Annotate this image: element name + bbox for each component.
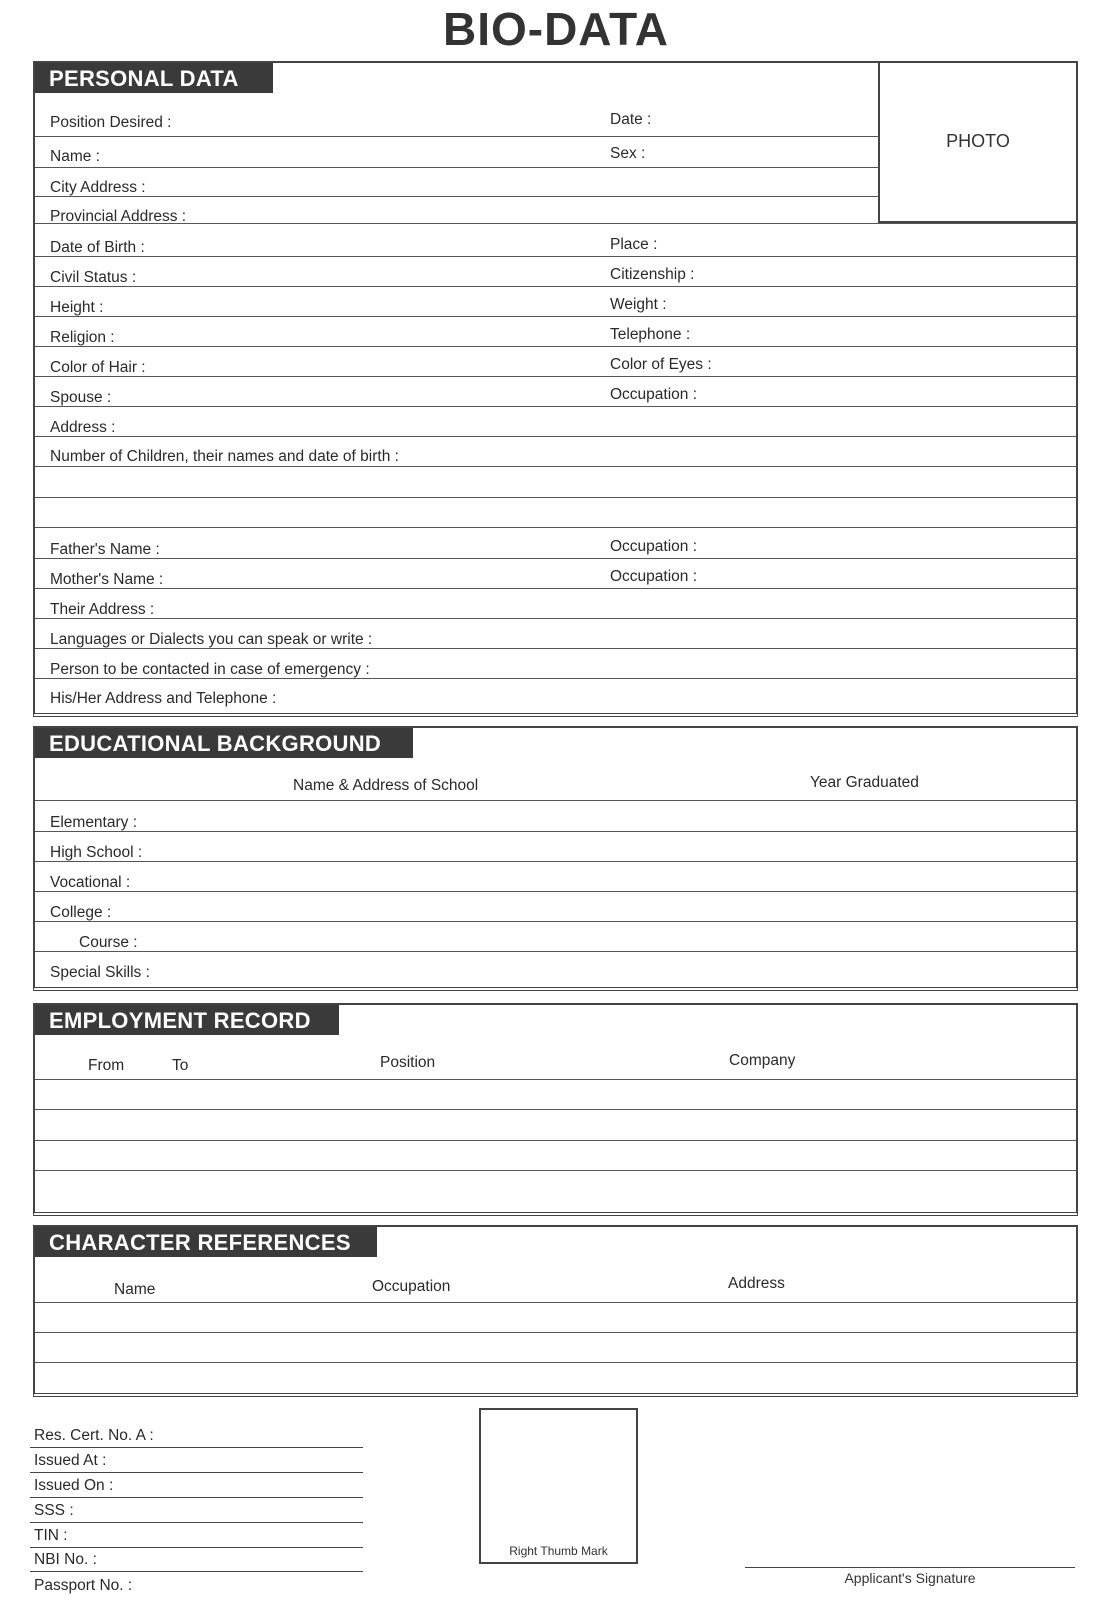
personal-data-heading: PERSONAL DATA [35,63,273,93]
row-line [35,346,1076,347]
emergency-address-label: His/Her Address and Telephone : [50,690,277,707]
signature-line[interactable] [745,1567,1075,1568]
tin-label: TIN : [34,1527,68,1544]
row-line [35,406,1076,407]
row-line [35,136,879,137]
company-column-header: Company [729,1052,796,1069]
color-of-hair-label: Color of Hair : [50,359,146,376]
thumb-mark-box[interactable] [479,1408,638,1564]
footer-line [30,1497,363,1498]
year-column-header: Year Graduated [810,774,919,791]
row-line [35,1140,1076,1141]
mothers-name-label: Mother's Name : [50,571,164,588]
civil-status-label: Civil Status : [50,269,137,286]
row-line [35,286,1076,287]
mother-occupation-label: Occupation : [610,568,698,585]
row-line [35,1362,1076,1363]
row-line [35,678,1076,679]
elementary-label: Elementary : [50,814,138,831]
citizenship-label: Citizenship : [610,266,695,283]
row-line [35,196,879,197]
footer-line [30,1447,363,1448]
sss-label: SSS : [34,1502,74,1519]
nbi-label: NBI No. : [34,1551,97,1568]
high-school-label: High School : [50,844,143,861]
spouse-label: Spouse : [50,389,112,406]
references-section [33,1225,1078,1397]
weight-label: Weight : [610,296,667,313]
vocational-label: Vocational : [50,874,131,891]
name-column-header: Name [114,1281,156,1298]
place-label: Place : [610,236,658,253]
fathers-name-label: Father's Name : [50,541,160,558]
telephone-label: Telephone : [610,326,691,343]
form-title: BIO-DATA [442,3,670,55]
school-column-header: Name & Address of School [293,777,479,794]
education-heading: EDUCATIONAL BACKGROUND [35,728,413,758]
row-line [35,800,1076,801]
row-line [35,1302,1076,1303]
row-line [35,256,1076,257]
row-line [35,466,1076,467]
issued-at-label: Issued At : [34,1452,107,1469]
occupation-column-header: Occupation [372,1278,451,1295]
row-line [35,618,1076,619]
row-line [35,648,1076,649]
issued-on-label: Issued On : [34,1477,114,1494]
row-line [35,1079,1076,1080]
provincial-address-label: Provincial Address : [50,208,187,225]
thumb-mark-label: Right Thumb Mark [509,1544,608,1558]
row-line [35,1109,1076,1110]
children-label: Number of Children, their names and date of birth : [50,448,399,465]
footer-line [30,1571,363,1572]
footer-line [30,1547,363,1548]
special-skills-label: Special Skills : [50,964,150,981]
row-line [35,376,1076,377]
city-address-label: City Address : [50,179,146,196]
date-of-birth-label: Date of Birth : [50,239,145,256]
father-occupation-label: Occupation : [610,538,698,555]
row-line [35,527,1076,528]
row-line [35,921,1076,922]
address-column-header: Address [728,1275,785,1292]
photo-box[interactable] [878,63,1076,223]
course-label: Course : [79,934,138,951]
row-line [35,861,1076,862]
from-column-header: From [88,1057,125,1074]
row-line [35,167,879,168]
color-of-eyes-label: Color of Eyes : [610,356,712,373]
row-line [35,1332,1076,1333]
photo-label: PHOTO [946,131,1010,151]
their-address-label: Their Address : [50,601,155,618]
education-section [33,726,1078,991]
row-line [35,588,1076,589]
position-desired-label: Position Desired : [50,114,172,131]
spouse-occupation-label: Occupation : [610,386,698,403]
res-cert-label: Res. Cert. No. A : [34,1427,154,1444]
name-label: Name : [50,148,100,165]
address-label: Address : [50,419,116,436]
footer-line [30,1472,363,1473]
footer-line [30,1522,363,1523]
row-line [35,1170,1076,1171]
row-line [35,497,1076,498]
references-heading: CHARACTER REFERENCES [35,1227,377,1257]
position-column-header: Position [380,1054,436,1071]
height-label: Height : [50,299,104,316]
college-label: College : [50,904,112,921]
emergency-contact-label: Person to be contacted in case of emergency : [50,661,370,678]
to-column-header: To [172,1057,189,1074]
row-line [35,316,1076,317]
religion-label: Religion : [50,329,115,346]
row-line [35,891,1076,892]
row-line [35,831,1076,832]
employment-section [33,1003,1078,1216]
row-line [35,223,1076,224]
languages-label: Languages or Dialects you can speak or write : [50,631,373,648]
row-line [35,951,1076,952]
sex-label: Sex : [610,145,646,162]
personal-data-section [33,61,1078,717]
row-line [35,558,1076,559]
signature-label: Applicant's Signature [844,1570,976,1586]
employment-heading: EMPLOYMENT RECORD [35,1005,339,1035]
passport-label: Passport No. : [34,1577,133,1594]
date-label: Date : [610,111,652,128]
row-line [35,436,1076,437]
